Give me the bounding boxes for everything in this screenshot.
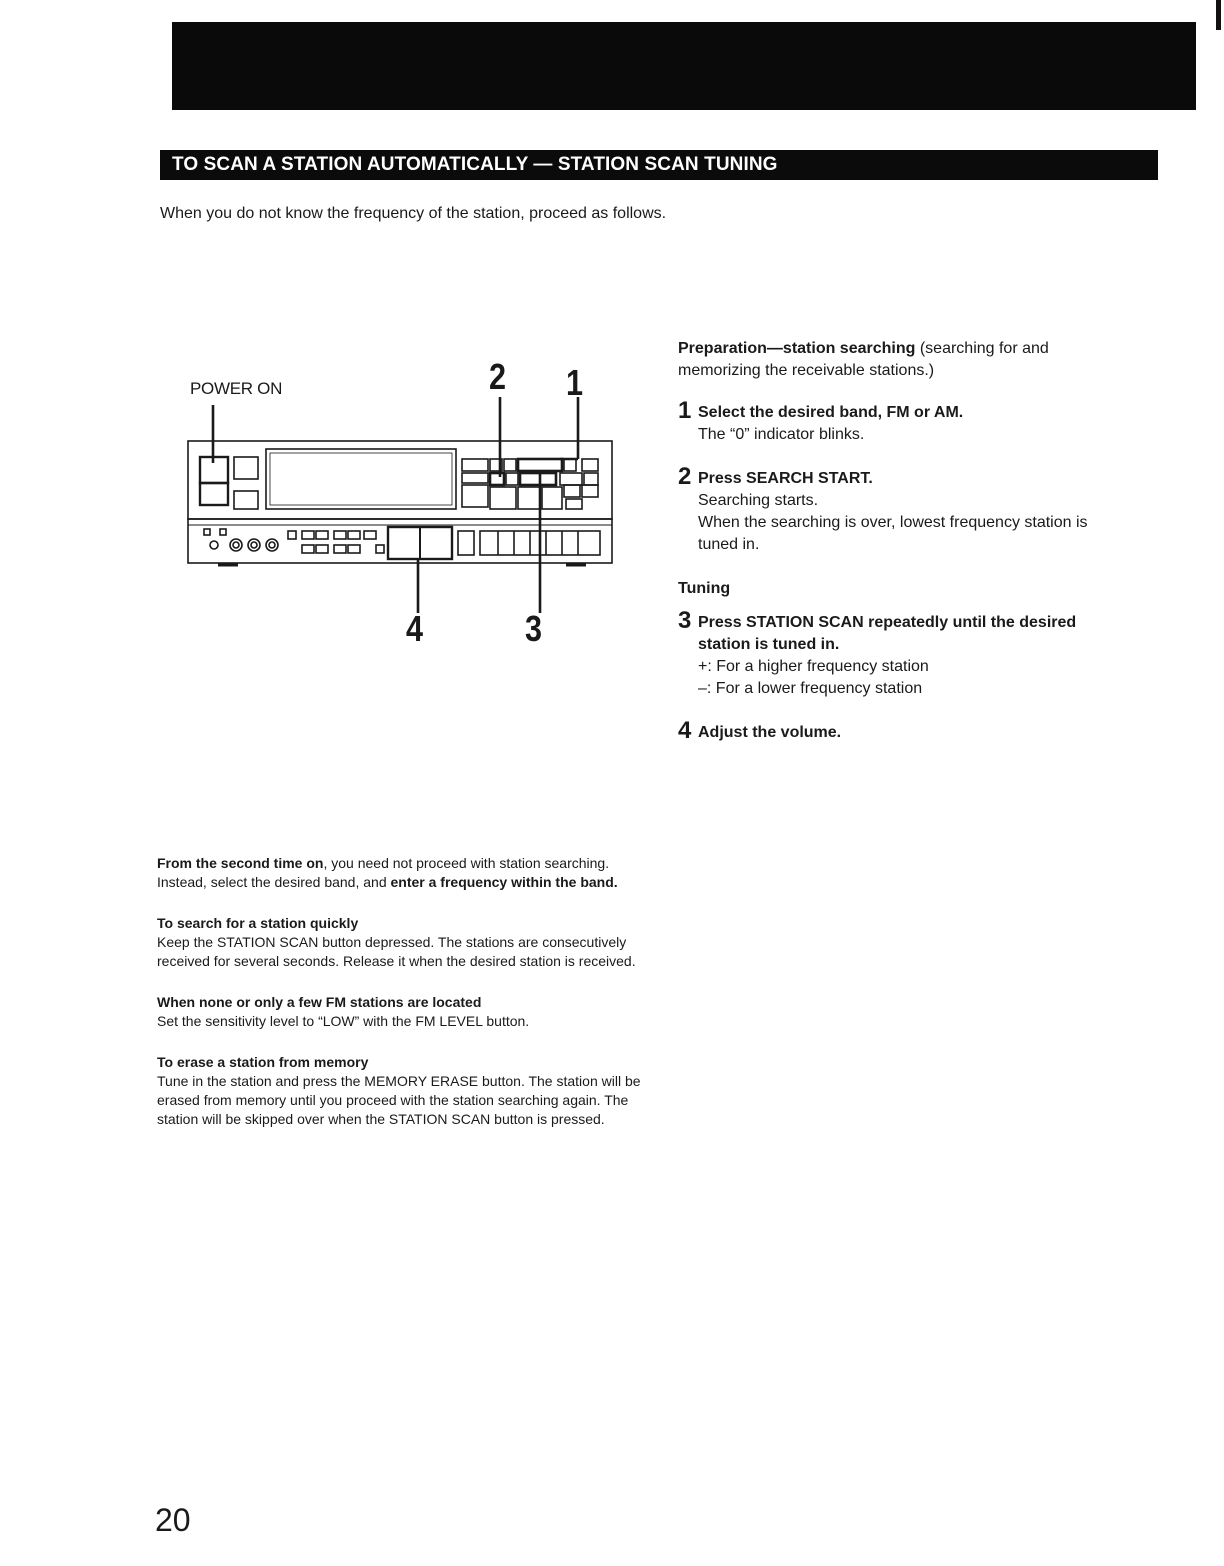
- callout-1: 1: [566, 362, 584, 403]
- step-3: [678, 607, 1118, 700]
- step-detail: +: For a higher frequency station: [698, 658, 929, 675]
- step-detail: The “0” indicator blinks.: [698, 426, 865, 443]
- edge-mark: [1216, 0, 1221, 30]
- note-body: Set the sensitivity level to “LOW” with the FM LEVEL button.: [157, 1013, 530, 1029]
- lead-bold-1: From the second time on: [157, 855, 324, 871]
- tuning-heading: Tuning: [678, 580, 731, 597]
- page-number: 20: [155, 1502, 191, 1538]
- step-title: Adjust the volume.: [698, 724, 842, 741]
- note-body: Tune in the station and press the MEMORY ERASE button. The station will be erased from memory until you proceed with the station searching again. The station will be skipped over when the STATION SCAN button is pressed.: [157, 1073, 641, 1127]
- step-detail: Searching starts.: [698, 492, 819, 509]
- preparation-heading: Preparation—station searching: [678, 340, 916, 357]
- instructions-column: [678, 338, 1118, 760]
- step-number: 2: [678, 463, 692, 490]
- note-few-fm-stations: [157, 993, 647, 1031]
- note-erase-station: [157, 1053, 647, 1129]
- power-on-label: POWER ON: [190, 379, 283, 398]
- lead-text: , you need not proceed with station searching. Instead, select the desired band, and: [157, 855, 610, 890]
- step-number: 4: [678, 717, 692, 744]
- preparation-text: (searching for and memorizing the receivable stations.): [678, 340, 1049, 379]
- step-number: 1: [678, 397, 692, 424]
- notes-section: [157, 854, 647, 1151]
- step-1: [678, 397, 1118, 446]
- header-black-band: [172, 22, 1196, 110]
- tuner-diagram: [120, 355, 620, 655]
- callout-2: 2: [489, 356, 507, 397]
- note-search-quickly: [157, 914, 647, 971]
- step-title: Press SEARCH START.: [698, 470, 873, 487]
- note-title: To erase a station from memory: [157, 1054, 369, 1070]
- step-detail: When the searching is over, lowest frequency station is tuned in.: [698, 514, 1088, 553]
- step-title: Select the desired band, FM or AM.: [698, 404, 964, 421]
- note-body: Keep the STATION SCAN button depressed. The stations are consecutively received for several seconds. Release it when the desired station is received.: [157, 934, 636, 969]
- step-2: [678, 463, 1118, 556]
- step-detail: –: For a lower frequency station: [698, 680, 923, 697]
- section-heading: TO SCAN A STATION AUTOMATICALLY — STATION SCAN TUNING: [160, 150, 1158, 180]
- callout-3: 3: [525, 608, 543, 649]
- lead-bold-2: enter a frequency within the band.: [390, 874, 618, 890]
- step-title: Press STATION SCAN repeatedly until the desired station is tuned in.: [698, 614, 1077, 653]
- step-number: 3: [678, 607, 692, 634]
- preparation-paragraph: [678, 338, 1118, 382]
- second-time-note: [157, 854, 647, 892]
- note-title: When none or only a few FM stations are located: [157, 994, 482, 1010]
- intro-text: When you do not know the frequency of the station, proceed as follows.: [160, 205, 667, 222]
- tuner-front-panel-illustration: [120, 355, 620, 655]
- note-title: To search for a station quickly: [157, 915, 359, 931]
- step-4: [678, 717, 1118, 744]
- callout-4: 4: [406, 608, 424, 649]
